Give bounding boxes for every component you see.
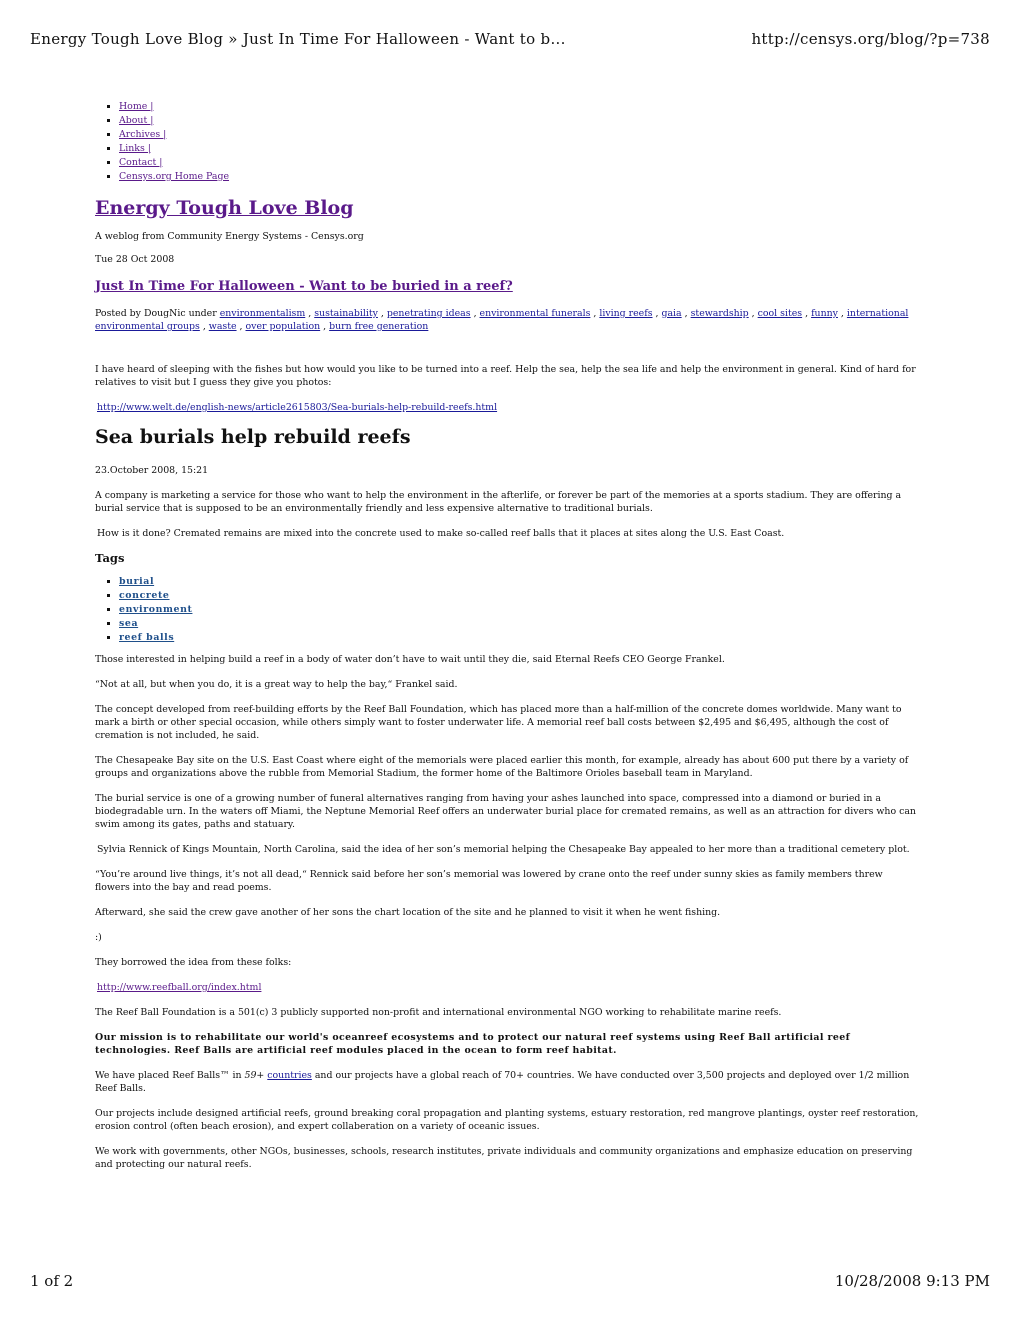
- tag-link-environment[interactable]: environment: [119, 604, 193, 615]
- category-link[interactable]: over population: [245, 321, 321, 332]
- article-paragraph: :): [95, 932, 102, 943]
- nav-item-links: [119, 142, 920, 156]
- category-link[interactable]: living reefs: [599, 308, 653, 319]
- tag-item: [119, 603, 920, 617]
- category-link[interactable]: waste: [208, 321, 237, 332]
- article-paragraph: We work with governments, other NGOs, businesses, schools, research institutes, private individuals and community organizations and emphasize education on preserving and protecting our natural reefs.: [95, 1146, 913, 1170]
- article-paragraph: [95, 1069, 920, 1095]
- article-paragraph: “Not at all, but when you do, it is a great way to help the bay,“ Frankel said.: [95, 679, 458, 690]
- nav-item-home: [119, 100, 920, 114]
- article-paragraph: A company is marketing a service for those who want to help the environment in the afterlife, or forever be part of the memories at a sports stadium. They are offering a burial service that is supposed to be an environmentally friendly and less expensive alternative to traditional burials.: [95, 490, 902, 514]
- nav-item-censys-home: [119, 170, 920, 184]
- countries-link[interactable]: countries: [267, 1070, 312, 1081]
- print-page-title: Energy Tough Love Blog » Just In Time For Halloween - Want to b...: [30, 30, 566, 48]
- category-link[interactable]: stewardship: [690, 308, 749, 319]
- category-link[interactable]: cool sites: [757, 308, 803, 319]
- article-paragraph: “You’re around live things, it’s not all dead,“ Rennick said before her son’s memorial was lowered by crane onto the reef under sunny skies as family members threw flowers into the bay and read poems.: [95, 869, 883, 893]
- article-paragraph: They borrowed the idea from these folks:: [95, 957, 292, 968]
- article-paragraph: Our projects include designed artificial reefs, ground breaking coral propagation and planting systems, estuary restoration, red mangrove plantings, oyster reef restoration, erosion control (often beach erosion), and expert collaberation on a variety of oceanic issues.: [95, 1108, 919, 1132]
- category-link[interactable]: burn free generation: [329, 321, 429, 332]
- category-link[interactable]: funny: [811, 308, 838, 319]
- blog-title: [95, 196, 920, 220]
- article-date: 23.October 2008, 15:21: [95, 465, 209, 476]
- post-meta: Posted by DougNic under environmentalism , sustainability , penetrating ideas , environmental funerals , living reefs , gaia , stewardship , cool sites , funny , international environmental groups , waste , over population , burn free generation: [95, 308, 909, 332]
- source-link-para: [95, 401, 920, 414]
- nav-link-censys-home[interactable]: Censys.org Home Page: [119, 171, 230, 182]
- nav-item-contact: [119, 156, 920, 170]
- nav-link-links[interactable]: Links |: [119, 143, 151, 154]
- blog-tagline: A weblog from Community Energy Systems - Censys.org: [95, 231, 364, 242]
- article-title: Sea burials help rebuild reefs: [95, 426, 411, 448]
- reefballs-text-a: We have placed Reef Balls™ in: [95, 1070, 242, 1081]
- nav-link-home[interactable]: Home |: [119, 101, 154, 112]
- print-timestamp: 10/28/2008 9:13 PM: [834, 1272, 990, 1290]
- welt-article-link[interactable]: http://www.welt.de/english-news/article2615803/Sea-burials-help-rebuild-reefs.html: [97, 402, 498, 413]
- reefballs-text-c: and our projects have a global reach of 70+ countries. We have conducted over 3,500 projects and deployed over 1/2 million Reef Balls.: [95, 1070, 910, 1094]
- article-paragraph: How is it done? Cremated remains are mixed into the concrete used to make so-called reef balls that it places at sites along the U.S. East Coast.: [97, 528, 785, 539]
- article-paragraph: The Chesapeake Bay site on the U.S. East Coast where eight of the memorials were placed earlier this month, for example, already has about 600 put there by a variety of groups and organizations above the rubble from Memorial Stadium, the former home of the Baltimore Orioles baseball team in Maryland.: [95, 755, 909, 779]
- nav-item-about: [119, 114, 920, 128]
- article-paragraph: Sylvia Rennick of Kings Mountain, North Carolina, said the idea of her son’s memorial helping the Chesapeake Bay appealed to her more than a traditional cemetery plot.: [97, 844, 910, 855]
- category-link[interactable]: penetrating ideas: [386, 308, 471, 319]
- reefball-link[interactable]: http://www.reefball.org/index.html: [97, 982, 262, 993]
- tag-link-burial[interactable]: burial: [119, 576, 155, 587]
- tag-link-reef-balls[interactable]: reef balls: [119, 632, 175, 643]
- nav-link-about[interactable]: About |: [119, 115, 154, 126]
- reefball-link-para: [95, 981, 920, 994]
- posted-by: Posted by DougNic under: [95, 308, 217, 319]
- mission-statement: Our mission is to rehabilitate our world's oceanreef ecosystems and to protect our natural reef systems using Reef Ball artificial reef technologies. Reef Balls are artificial reef modules placed in the ocean to form reef habitat.: [95, 1032, 851, 1056]
- print-url: http://censys.org/blog/?p=738: [751, 30, 990, 48]
- blog-title-link[interactable]: Energy Tough Love Blog: [95, 197, 354, 219]
- tag-item: [119, 575, 920, 589]
- nav-item-archives: [119, 128, 920, 142]
- category-link[interactable]: environmentalism: [219, 308, 306, 319]
- article-paragraph: The concept developed from reef-building efforts by the Reef Ball Foundation, which has placed more than a half-million of the concrete domes worldwide. Many want to mark a birth or other special occasion, while others simply want to foster underwater life. A memorial reef ball costs between $2,495 and $6,495, although the cost of cremation is not included, he said.: [95, 704, 902, 741]
- print-footer: [30, 1272, 990, 1294]
- tag-link-concrete[interactable]: concrete: [119, 590, 170, 601]
- tag-item: [119, 589, 920, 603]
- article-paragraph: The burial service is one of a growing number of funeral alternatives ranging from having your ashes launched into space, compressed into a diamond or buried in a biodegradable urn. In the waters off Miami, the Neptune Memorial Reef offers an underwater burial place for cremated remains, as well as an attraction for divers who can swim among its gates, paths and statuary.: [95, 793, 916, 830]
- tag-item: [119, 617, 920, 631]
- category-link[interactable]: sustainability: [314, 308, 378, 319]
- tag-item: [119, 631, 920, 645]
- post-intro: I have heard of sleeping with the fishes but how would you like to be turned into a reef. Help the sea, help the sea life and help the environment in general. Kind of hard for relatives to visit but I guess they give you photos:: [95, 364, 916, 388]
- nav-menu: [95, 100, 920, 184]
- page-content: [95, 100, 920, 1183]
- nav-link-contact[interactable]: Contact |: [119, 157, 163, 168]
- post-title-link[interactable]: Just In Time For Halloween - Want to be buried in a reef?: [95, 279, 513, 294]
- nav-link-archives[interactable]: Archives |: [119, 129, 167, 140]
- tags-heading: Tags: [95, 551, 125, 565]
- article-paragraph: The Reef Ball Foundation is a 501(c) 3 publicly supported non-profit and international environmental NGO working to rehabilitate marine reefs.: [95, 1007, 782, 1018]
- countries-count: 59+: [244, 1070, 265, 1081]
- category-link[interactable]: environmental funerals: [479, 308, 591, 319]
- post-title: [95, 278, 920, 295]
- print-page-count: 1 of 2: [30, 1272, 74, 1290]
- tag-link-sea[interactable]: sea: [119, 618, 139, 629]
- category-link[interactable]: international environmental groups: [95, 308, 909, 332]
- article-paragraph: Those interested in helping build a reef in a body of water don’t have to wait until they die, said Eternal Reefs CEO George Frankel.: [95, 654, 725, 665]
- article-paragraph: Afterward, she said the crew gave another of her sons the chart location of the site and he planned to visit it when he went fishing.: [95, 907, 721, 918]
- tags-list: [95, 575, 920, 645]
- category-link[interactable]: gaia: [661, 308, 682, 319]
- print-header: [30, 30, 990, 52]
- post-date: Tue 28 Oct 2008: [95, 254, 175, 265]
